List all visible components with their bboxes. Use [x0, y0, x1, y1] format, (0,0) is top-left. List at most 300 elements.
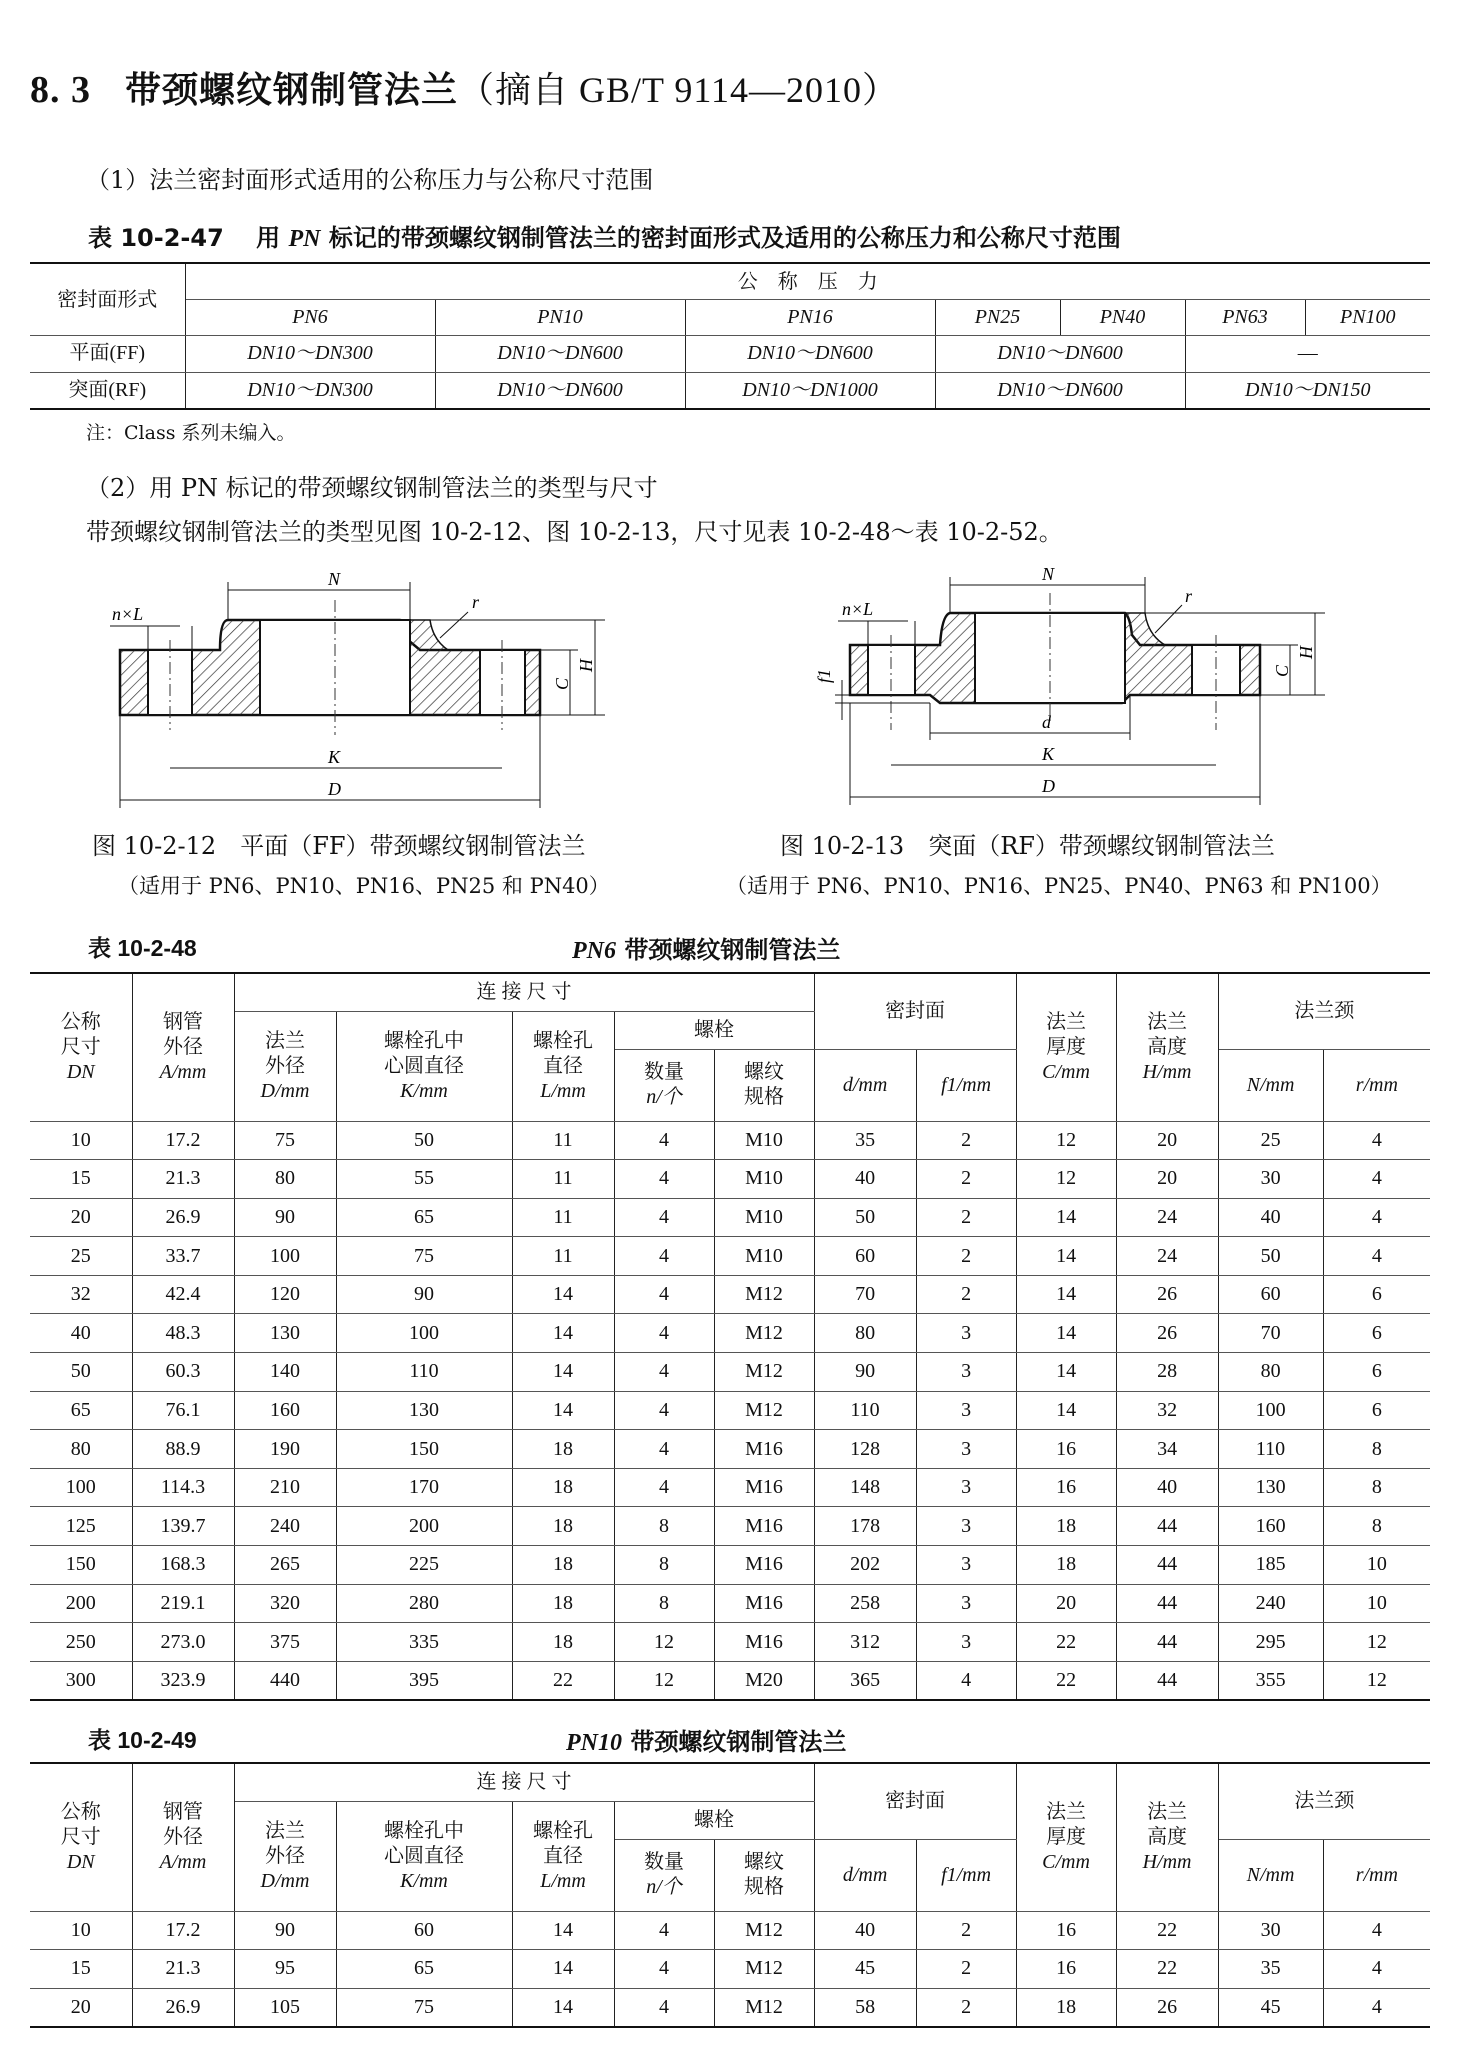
table-cell: 2 [916, 1160, 1016, 1199]
table-cell: 202 [814, 1546, 916, 1585]
table-cell: 219.1 [132, 1584, 234, 1623]
table-row [30, 1237, 1430, 1276]
dim-r-label: r [472, 592, 480, 612]
table-cell: 40 [814, 1911, 916, 1950]
caption-text: 用 [256, 224, 289, 252]
table-cell: 14 [512, 1353, 614, 1392]
table-cell: 4 [614, 1237, 714, 1276]
table-cell: 80 [814, 1314, 916, 1353]
row-form: 突面(RF) [30, 372, 185, 409]
table-cell: 200 [336, 1507, 512, 1546]
table-cell: 312 [814, 1623, 916, 1662]
col-bolt-circle [336, 1011, 512, 1121]
table-cell: 6 [1323, 1391, 1430, 1430]
hdr-line: DN [66, 1850, 95, 1873]
col-dn [30, 973, 132, 1121]
table-row [30, 1353, 1430, 1392]
table-cell: 45 [814, 1950, 916, 1989]
table-cell: M12 [714, 1911, 814, 1950]
range-cell: DN10～DN600 [685, 335, 935, 372]
table-cell: 40 [1218, 1198, 1323, 1237]
hdr-line: D/mm [260, 1079, 310, 1102]
table-49-title [566, 1722, 846, 1757]
table-47 [30, 262, 1430, 410]
table-cell: M16 [714, 1468, 814, 1507]
table-cell: 15 [30, 1950, 132, 1989]
hdr-line: L/mm [540, 1079, 586, 1102]
hdr-line: 直径 [543, 1844, 583, 1867]
col-dn [30, 1763, 132, 1911]
dim-d-label: d [1042, 712, 1051, 732]
table-cell: 6 [1323, 1275, 1430, 1314]
table-cell: 4 [614, 1430, 714, 1469]
dim-C-label: C [1272, 664, 1292, 677]
table-cell: 4 [614, 1121, 714, 1160]
table-cell: 10 [1323, 1584, 1430, 1623]
hdr-line: 外径 [265, 1054, 305, 1077]
table-cell: 4 [614, 1198, 714, 1237]
table-cell: 22 [1116, 1950, 1218, 1989]
table-cell: 8 [614, 1584, 714, 1623]
table-cell: 12 [1323, 1661, 1430, 1700]
table-row [30, 1468, 1430, 1507]
table-cell: 4 [614, 1950, 714, 1989]
hdr-line: 螺栓孔中 [384, 1819, 464, 1842]
range-cell: DN10～DN600 [435, 335, 685, 372]
hdr-line: DN [66, 1060, 95, 1083]
hdr-line: D/mm [260, 1869, 310, 1892]
col-thick [1016, 1763, 1116, 1911]
table-cell: 40 [1116, 1468, 1218, 1507]
table-cell: 100 [30, 1468, 132, 1507]
table-cell: 323.9 [132, 1661, 234, 1700]
table-cell: 40 [814, 1160, 916, 1199]
col-group-bolt: 螺栓 [614, 1011, 814, 1049]
dim-K-label: K [328, 747, 341, 767]
table-cell: 35 [1218, 1950, 1323, 1989]
hdr-line: 外径 [265, 1844, 305, 1867]
table-cell: 14 [1016, 1275, 1116, 1314]
table-cell: 15 [30, 1160, 132, 1199]
table-cell: 17.2 [132, 1121, 234, 1160]
table-cell: 11 [512, 1121, 614, 1160]
table-cell: 150 [336, 1430, 512, 1469]
table-cell: 20 [30, 1198, 132, 1237]
table-cell: 2 [916, 1275, 1016, 1314]
dim-H-label: H [576, 659, 596, 672]
table-cell: 14 [1016, 1353, 1116, 1392]
table-cell: 3 [916, 1430, 1016, 1469]
col-group-conn: 连 接 尺 寸 [234, 1763, 814, 1801]
table-cell: 80 [234, 1160, 336, 1199]
table-row [30, 1507, 1430, 1546]
hdr-line: C/mm [1042, 1850, 1090, 1873]
figure-12-caption: 图 10-2-12 平面（FF）带颈螺纹钢制管法兰 [92, 832, 586, 860]
table-cell: 8 [614, 1546, 714, 1585]
table-cell: 200 [30, 1584, 132, 1623]
table-cell: 168.3 [132, 1546, 234, 1585]
table-cell: M12 [714, 1353, 814, 1392]
table-cell: 12 [1323, 1623, 1430, 1662]
table-cell: 20 [1116, 1121, 1218, 1160]
figure-13-caption: 图 10-2-13 突面（RF）带颈螺纹钢制管法兰 [780, 832, 1275, 860]
section-number: 8. 3 [30, 69, 91, 111]
table-cell: 50 [336, 1121, 512, 1160]
table-cell: 26 [1116, 1314, 1218, 1353]
table-cell: M16 [714, 1623, 814, 1662]
hdr-line: 心圆直径 [384, 1054, 464, 1077]
section-title: 带颈螺纹钢制管法兰 [125, 70, 459, 111]
table-cell: 58 [814, 1988, 916, 2027]
table-cell: 55 [336, 1160, 512, 1199]
hdr-line: n/个 [646, 1086, 682, 1108]
table-cell: 4 [614, 1314, 714, 1353]
hdr-line: 尺寸 [60, 1035, 101, 1058]
table-cell: 12 [614, 1661, 714, 1700]
col-r: r/mm [1323, 1049, 1430, 1121]
hdr-line: H/mm [1142, 1060, 1192, 1083]
table-row [30, 1430, 1430, 1469]
table-cell: 3 [916, 1623, 1016, 1662]
pn-header: PN63 [1185, 299, 1305, 335]
table-cell: 3 [916, 1584, 1016, 1623]
table-cell: 22 [1116, 1911, 1218, 1950]
table-cell: 2 [916, 1911, 1016, 1950]
col-bolt-circle [336, 1801, 512, 1911]
table-cell: 20 [1016, 1584, 1116, 1623]
table-cell: 130 [336, 1391, 512, 1430]
dim-f1-label: f1 [814, 668, 834, 683]
table-cell: 22 [512, 1661, 614, 1700]
dim-nL-label: n×L [842, 599, 874, 619]
table-cell: 4 [1323, 1160, 1430, 1199]
table-cell: 185 [1218, 1546, 1323, 1585]
table-cell: 18 [512, 1584, 614, 1623]
hdr-line: 钢管 [163, 1800, 203, 1823]
table-cell: 76.1 [132, 1391, 234, 1430]
table-cell: 60 [1218, 1275, 1323, 1314]
subsection-2-text: 带颈螺纹钢制管法兰的类型见图 10-2-12、图 10-2-13，尺寸见表 10-2-48～表 10-2-52。 [86, 518, 1063, 546]
table-cell: 178 [814, 1507, 916, 1546]
table-cell: 18 [1016, 1988, 1116, 2027]
hdr-line: A/mm [159, 1850, 207, 1873]
col-bolt-hole [512, 1011, 614, 1121]
table-cell: 12 [1016, 1160, 1116, 1199]
hdr-line: H/mm [1142, 1850, 1192, 1873]
table-cell: 4 [1323, 1911, 1430, 1950]
pn-header: PN6 [185, 299, 435, 335]
table-cell: 4 [1323, 1237, 1430, 1276]
table-cell: 45 [1218, 1988, 1323, 2027]
figure-12-subcaption: （适用于 PN6、PN10、PN16、PN25 和 PN40） [118, 874, 610, 898]
table-cell: 44 [1116, 1661, 1218, 1700]
hdr-line: 高度 [1147, 1035, 1188, 1058]
table-cell: 44 [1116, 1584, 1218, 1623]
table-cell: 18 [1016, 1546, 1116, 1585]
table-cell: 125 [30, 1507, 132, 1546]
table-row [30, 1275, 1430, 1314]
table-cell: 280 [336, 1584, 512, 1623]
pn-header: PN10 [435, 299, 685, 335]
table-48-number: 表 10-2-48 [88, 935, 197, 961]
table-48-header [30, 973, 1430, 1121]
table-cell: 100 [336, 1314, 512, 1353]
table-cell: 44 [1116, 1546, 1218, 1585]
col-group-seal: 密封面 [814, 1763, 1016, 1839]
col-qty [614, 1839, 714, 1911]
table-cell: 4 [614, 1275, 714, 1314]
table-cell: 14 [1016, 1314, 1116, 1353]
pn-header: PN40 [1060, 299, 1185, 335]
table-cell: 4 [614, 1468, 714, 1507]
hdr-line: 外径 [163, 1035, 203, 1058]
hdr-line: L/mm [540, 1869, 586, 1892]
dim-r-label: r [1185, 586, 1193, 606]
table-cell: 4 [614, 1391, 714, 1430]
range-cell: — [1185, 335, 1430, 372]
figure-rf-flange-drawing [780, 555, 1340, 810]
table-cell: M12 [714, 1391, 814, 1430]
col-d: d/mm [814, 1839, 916, 1911]
table-cell: 14 [512, 1275, 614, 1314]
range-cell: DN10～DN600 [935, 335, 1185, 372]
caption-pn: PN [288, 226, 321, 252]
table-cell: 128 [814, 1430, 916, 1469]
table-cell: 14 [1016, 1391, 1116, 1430]
table-cell: 18 [512, 1468, 614, 1507]
table-cell: 8 [1323, 1468, 1430, 1507]
hdr-line: 法兰 [1046, 1800, 1087, 1823]
col-r: r/mm [1323, 1839, 1430, 1911]
range-cell: DN10～DN600 [435, 372, 685, 409]
table-cell: 80 [30, 1430, 132, 1469]
table-47-number: 表 10-2-47 [88, 224, 224, 252]
table-49-number: 表 10-2-49 [88, 1727, 197, 1753]
table-cell: 24 [1116, 1198, 1218, 1237]
dim-D-label: D [1042, 776, 1055, 796]
col-bolt-hole [512, 1801, 614, 1911]
table-cell: 4 [614, 1988, 714, 2027]
table-cell: 22 [1016, 1661, 1116, 1700]
table-cell: 75 [336, 1237, 512, 1276]
table-cell: 4 [1323, 1198, 1430, 1237]
figure-13-subcaption: （适用于 PN6、PN10、PN16、PN25、PN40、PN63 和 PN100） [726, 874, 1392, 898]
table-49-header [30, 1763, 1430, 1911]
table-cell: 139.7 [132, 1507, 234, 1546]
table-cell: 148 [814, 1468, 916, 1507]
pressure-group-header: 公 称 压 力 [185, 263, 1430, 299]
table-cell: 250 [30, 1623, 132, 1662]
table-cell: 18 [512, 1623, 614, 1662]
col-thread [714, 1839, 814, 1911]
table-cell: 30 [1218, 1911, 1323, 1950]
table-49-title-text: 带颈螺纹钢制管法兰 [622, 1728, 847, 1756]
section-source: （摘自 GB/T 9114—2010） [458, 70, 900, 110]
table-cell: 30 [1218, 1160, 1323, 1199]
table-cell: M12 [714, 1950, 814, 1989]
hdr-line: 法兰 [265, 1819, 305, 1842]
col-height [1116, 973, 1218, 1121]
table-cell: 210 [234, 1468, 336, 1507]
hdr-line: 厚度 [1046, 1035, 1087, 1058]
table-cell: 60 [336, 1911, 512, 1950]
table-cell: 320 [234, 1584, 336, 1623]
table-cell: 3 [916, 1314, 1016, 1353]
dim-N-label: N [1042, 564, 1055, 584]
table-cell: 4 [916, 1661, 1016, 1700]
table-48 [30, 972, 1430, 1701]
table-48-body [30, 1121, 1430, 1700]
table-cell: 3 [916, 1468, 1016, 1507]
table-cell: 190 [234, 1430, 336, 1469]
col-f1: f1/mm [916, 1049, 1016, 1121]
range-cell: DN10～DN300 [185, 372, 435, 409]
range-cell: DN10～DN600 [935, 372, 1185, 409]
table-cell: 75 [336, 1988, 512, 2027]
table-cell: 160 [1218, 1507, 1323, 1546]
table-cell: 90 [814, 1353, 916, 1392]
table-cell: 4 [1323, 1121, 1430, 1160]
table-cell: 26 [1116, 1275, 1218, 1314]
table-cell: 33.7 [132, 1237, 234, 1276]
table-cell: 14 [512, 1391, 614, 1430]
table-cell: 32 [1116, 1391, 1218, 1430]
table-cell: 14 [512, 1950, 614, 1989]
table-cell: 240 [234, 1507, 336, 1546]
table-cell: 26 [1116, 1988, 1218, 2027]
table-cell: 130 [1218, 1468, 1323, 1507]
table-cell: 4 [1323, 1950, 1430, 1989]
table-cell: 11 [512, 1198, 614, 1237]
table-cell: 65 [30, 1391, 132, 1430]
table-cell: 16 [1016, 1950, 1116, 1989]
table-cell: 40 [30, 1314, 132, 1353]
col-N: N/mm [1218, 1049, 1323, 1121]
table-row [30, 1911, 1430, 1950]
range-cell: DN10～DN1000 [685, 372, 935, 409]
table-cell: 18 [512, 1546, 614, 1585]
table-cell: 100 [234, 1237, 336, 1276]
hdr-line: 高度 [1147, 1825, 1188, 1848]
table-cell: M16 [714, 1507, 814, 1546]
table-cell: M20 [714, 1661, 814, 1700]
table-cell: 10 [30, 1911, 132, 1950]
col-N: N/mm [1218, 1839, 1323, 1911]
col-flange-od [234, 1801, 336, 1911]
table-cell: 6 [1323, 1314, 1430, 1353]
col-f1: f1/mm [916, 1839, 1016, 1911]
table-cell: 14 [1016, 1198, 1116, 1237]
col-group-seal: 密封面 [814, 973, 1016, 1049]
table-cell: 3 [916, 1507, 1016, 1546]
dim-H-label: H [1296, 646, 1316, 659]
table-row [30, 1391, 1430, 1430]
table-cell: 25 [30, 1237, 132, 1276]
table-cell: 225 [336, 1546, 512, 1585]
table-cell: 240 [1218, 1584, 1323, 1623]
table-cell: 50 [30, 1353, 132, 1392]
table-cell: 50 [1218, 1237, 1323, 1276]
hdr-line: 外径 [163, 1825, 203, 1848]
hdr-line: C/mm [1042, 1060, 1090, 1083]
table-cell: 10 [1323, 1546, 1430, 1585]
table-cell: 11 [512, 1160, 614, 1199]
table-row [30, 1584, 1430, 1623]
table-cell: 4 [614, 1160, 714, 1199]
table-row [30, 1314, 1430, 1353]
section-heading [30, 62, 899, 113]
figure-ff-flange-drawing [100, 560, 660, 810]
table-cell: 48.3 [132, 1314, 234, 1353]
table-cell: 42.4 [132, 1275, 234, 1314]
table-cell: 18 [512, 1507, 614, 1546]
table-cell: 65 [336, 1198, 512, 1237]
hdr-line: 数量 [644, 1061, 684, 1083]
table-cell: M10 [714, 1160, 814, 1199]
table-cell: 8 [614, 1507, 714, 1546]
pn-header: PN25 [935, 299, 1060, 335]
col-thread [714, 1049, 814, 1121]
table-cell: 65 [336, 1950, 512, 1989]
table-cell: M10 [714, 1198, 814, 1237]
col-group-conn: 连 接 尺 寸 [234, 973, 814, 1011]
table-cell: 21.3 [132, 1950, 234, 1989]
table-cell: 2 [916, 1988, 1016, 2027]
table-cell: 75 [234, 1121, 336, 1160]
table-cell: 100 [1218, 1391, 1323, 1430]
hdr-line: 心圆直径 [384, 1844, 464, 1867]
table-cell: 8 [1323, 1507, 1430, 1546]
table-cell: 375 [234, 1623, 336, 1662]
table-48-title-text: 带颈螺纹钢制管法兰 [616, 936, 841, 964]
table-cell: M16 [714, 1430, 814, 1469]
hdr-line: 螺栓孔 [533, 1029, 593, 1052]
hdr-line: K/mm [400, 1079, 448, 1102]
hdr-line: 法兰 [1147, 1010, 1188, 1033]
table-cell: 18 [512, 1430, 614, 1469]
table-cell: 273.0 [132, 1623, 234, 1662]
table-row [30, 1121, 1430, 1160]
col-thick [1016, 973, 1116, 1121]
table-cell: 355 [1218, 1661, 1323, 1700]
table-48-pn: PN6 [572, 938, 616, 964]
table-cell: 20 [30, 1988, 132, 2027]
dim-K-label: K [1042, 744, 1055, 764]
table-row [30, 1988, 1430, 2027]
hdr-line: 螺栓孔中 [384, 1029, 464, 1052]
table-cell: 10 [30, 1121, 132, 1160]
table-cell: 6 [1323, 1353, 1430, 1392]
table-row [30, 1950, 1430, 1989]
table-cell: 44 [1116, 1507, 1218, 1546]
table-cell: 50 [814, 1198, 916, 1237]
subsection-2: （2）用 PN 标记的带颈螺纹钢制管法兰的类型与尺寸 [86, 474, 658, 502]
table-cell: 26.9 [132, 1198, 234, 1237]
table-cell: M16 [714, 1584, 814, 1623]
hdr-line: 规格 [744, 1086, 785, 1108]
table-cell: 35 [814, 1121, 916, 1160]
table-cell: 335 [336, 1623, 512, 1662]
table-cell: 90 [336, 1275, 512, 1314]
col-d: d/mm [814, 1049, 916, 1121]
table-cell: 26.9 [132, 1988, 234, 2027]
table-cell: 14 [512, 1988, 614, 2027]
col-group-bolt: 螺栓 [614, 1801, 814, 1839]
col-flange-od [234, 1011, 336, 1121]
hdr-line: 螺栓孔 [533, 1819, 593, 1842]
hdr-line: 公称 [60, 1010, 101, 1033]
hdr-line: 厚度 [1046, 1825, 1087, 1848]
